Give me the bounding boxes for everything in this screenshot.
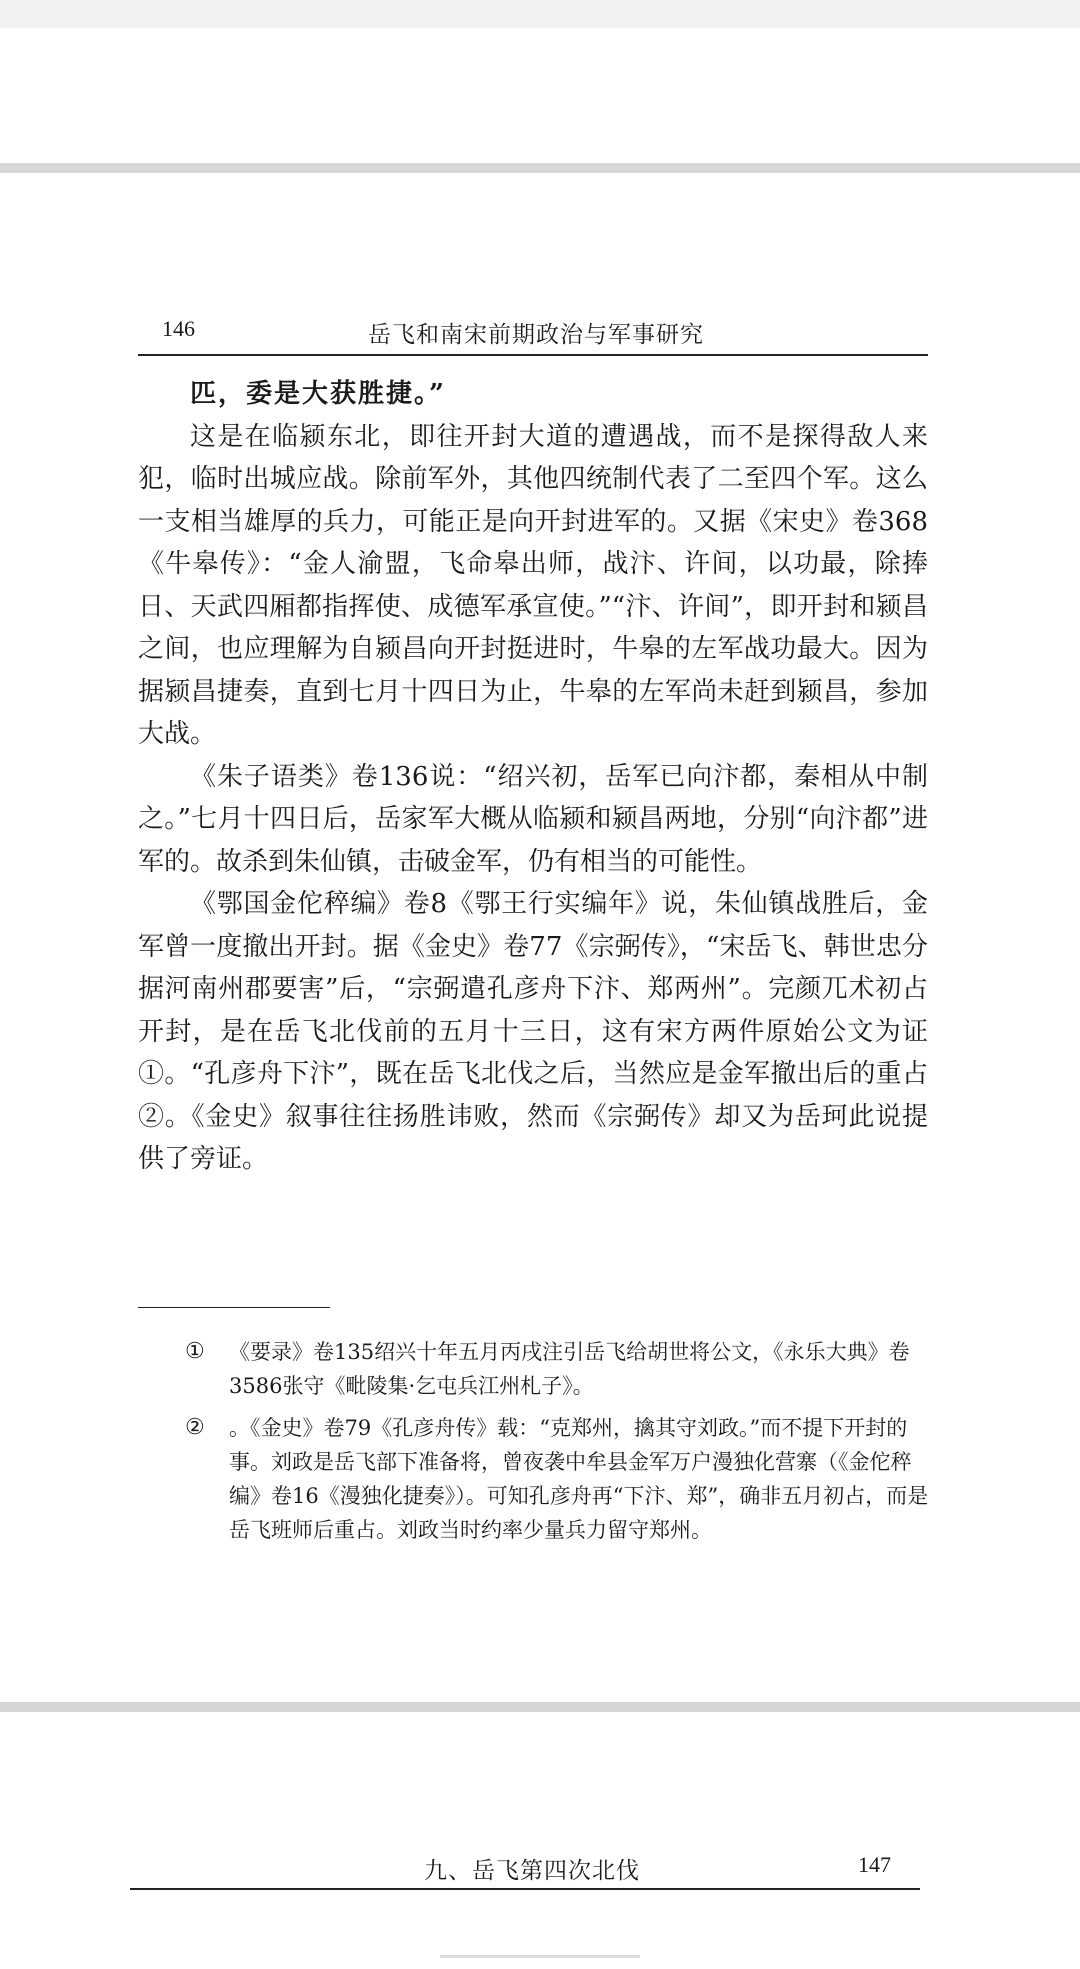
paragraph: 匹，委是大获胜捷。” <box>190 379 446 409</box>
next-page-edge <box>440 1955 640 1969</box>
page-number: 147 <box>858 1852 891 1877</box>
footnote-text: 。《金史》卷79《孔彦舟传》载：“克郑州，擒其守刘政。”而不提下开封的事。刘政是岳飞部下准备将，曾夜袭中牟县金军万户漫独化营寨（《金佗稡编》卷16《漫独化捷奏》）。可知孔彦舟再“下汴、郑”，确非五月初占，而是岳飞班师后重占。刘政当时约率少量兵力留守郑州。 <box>229 1416 929 1542</box>
footnote-mark: ① <box>185 1339 205 1364</box>
footnote <box>185 1411 930 1547</box>
page-header <box>130 1848 920 1890</box>
footnote-mark: ② <box>185 1415 205 1440</box>
footnote-rule <box>138 1307 330 1308</box>
running-title: 九、岳飞第四次北伐 <box>424 1858 640 1884</box>
page-separator-top <box>0 163 1080 173</box>
page-header <box>138 310 928 356</box>
footnotes <box>185 1335 930 1555</box>
page-number: 146 <box>162 316 195 341</box>
running-title: 岳飞和南宋前期政治与军事研究 <box>368 322 704 348</box>
footnote <box>185 1335 930 1403</box>
main-text <box>138 373 928 1181</box>
footnote-text: 《要录》卷135绍兴十年五月丙戌注引岳飞给胡世将公文，《永乐大典》卷3586张守《毗陵集·乞屯兵江州札子》。 <box>229 1340 910 1398</box>
top-margin-band <box>0 0 1080 28</box>
paragraph: 《朱子语类》卷136说：“绍兴初，岳军已向汴都，秦相从中制之。”七月十四日后，岳家军大概从临颍和颍昌两地，分别“向汴都”进军的。故杀到朱仙镇，击破金军，仍有相当的可能性。 <box>138 761 928 877</box>
page-separator-bottom <box>0 1702 1080 1712</box>
paragraph: 这是在临颍东北，即往开封大道的遭遇战，而不是探得敌人来犯，临时出城应战。除前军外，其他四统制代表了二至四个军。这么一支相当雄厚的兵力，可能正是向开封进军的。又据《宋史》卷368《牛皋传》：“金人渝盟，飞命皋出师，战汴、许间，以功最，除捧日、天武四厢都指挥使、成德军承宣使。”“汴、许间”，即开封和颍昌之间，也应理解为自颍昌向开封挺进时，牛皋的左军战功最大。因为据颍昌捷奏，直到七月十四日为止，牛皋的左军尚未赶到颍昌，参加大战。 <box>138 421 928 749</box>
paragraph: 《鄂国金佗稡编》卷8《鄂王行实编年》说，朱仙镇战胜后，金军曾一度撤出开封。据《金史》卷77《宗弼传》，“宋岳飞、韩世忠分据河南州郡要害”后，“宗弼遣孔彦舟下汴、郑两州”。完颜兀术初占开封，是在岳飞北伐前的五月十三日，这有宋方两件原始公文为证①。“孔彦舟下汴”，既在岳飞北伐之后，当然应是金军撤出后的重占②。《金史》叙事往往扬胜讳败，然而《宗弼传》却又为岳珂此说提供了旁证。 <box>138 889 928 1174</box>
